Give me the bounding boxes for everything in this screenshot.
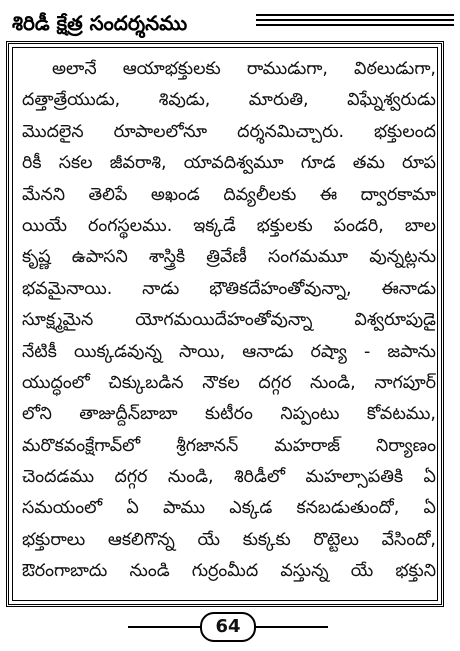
text-line: యుద్ధంలో చిక్కుబడిన నౌకల దగ్గర నుండి, నాగపూర్ (22, 372, 436, 393)
text-line: ఔరంగాబాదు నుండి గుర్రంమీద వస్తున్న యే భక్తుని (22, 561, 436, 582)
header-rule-line (256, 14, 454, 16)
text-line: చెందడము దగ్గర నుండి, శిరిడీలో మహల్సాపతికి ఏ (22, 467, 436, 488)
page-header (6, 4, 454, 42)
footer-rule-right (256, 626, 328, 628)
text-line: అలానే ఆయాభక్తులకు రాముడుగా, విఠలుడుగా, (52, 59, 436, 79)
footer-rule-left (128, 626, 200, 628)
header-rule-line (256, 24, 454, 26)
text-line: దత్తాత్రేయుడు, శివుడు, మారుతి, విఘ్నేశ్వరుడు (22, 90, 436, 111)
header-title: శిరిడీ క్షేత్ర సందర్శనము (12, 11, 188, 35)
body-text (22, 54, 436, 588)
text-line: రికీ సకల జీవరాశి, యావదిశ్వమూ గూడ తమ రూప (22, 153, 436, 174)
text-line: సమయంలో ఏ పాము ఎక్కడ కనబడుతుందో, ఏ (22, 498, 436, 519)
text-line: లోని తాజుద్దీన్‌బాబా కుటీరం నిప్పంటు కోవటము, (22, 404, 436, 425)
text-line: మొదలైన రూపాలలోనూ దర్శనమిచ్చారు. భక్తులంద (22, 121, 436, 142)
page-number: 64 (200, 612, 256, 642)
text-line: భక్తురాలు ఆకలిగొన్న యే కుక్కకు రొట్టెలు వేసిందో, (22, 529, 436, 550)
header-rules (256, 14, 454, 29)
header-rule-line (256, 19, 454, 21)
text-line: నేటికీ యిక్కడవున్న సాయి, ఆనాడు రష్యా - జపాను (22, 341, 436, 362)
text-line: సూక్ష్మమైన యోగమయిదేహంతోవున్నా విశ్వరూపుడై (22, 310, 436, 331)
text-line: కృష్ణ ఉపాసని శాస్త్రికి త్రివేణీ సంగమమూ వున్నట్లను (22, 247, 436, 268)
text-line: మేనని తెలిపే అఖండ దివ్యలీలకు ఈ ద్వారకామా (22, 184, 436, 205)
text-line: మరొకవంక్షేగావ్‌లో శ్రీగజానన్ మహరాజ్ నిర్యాణం (22, 435, 436, 456)
text-line: యియే రంగస్థలము. ఇక్కడే భక్తులకు పండరి, బాల (22, 215, 436, 236)
text-line: భవమైనాయి. నాడు భౌతికదేహంతోవున్నా, ఈనాడు (22, 278, 436, 299)
